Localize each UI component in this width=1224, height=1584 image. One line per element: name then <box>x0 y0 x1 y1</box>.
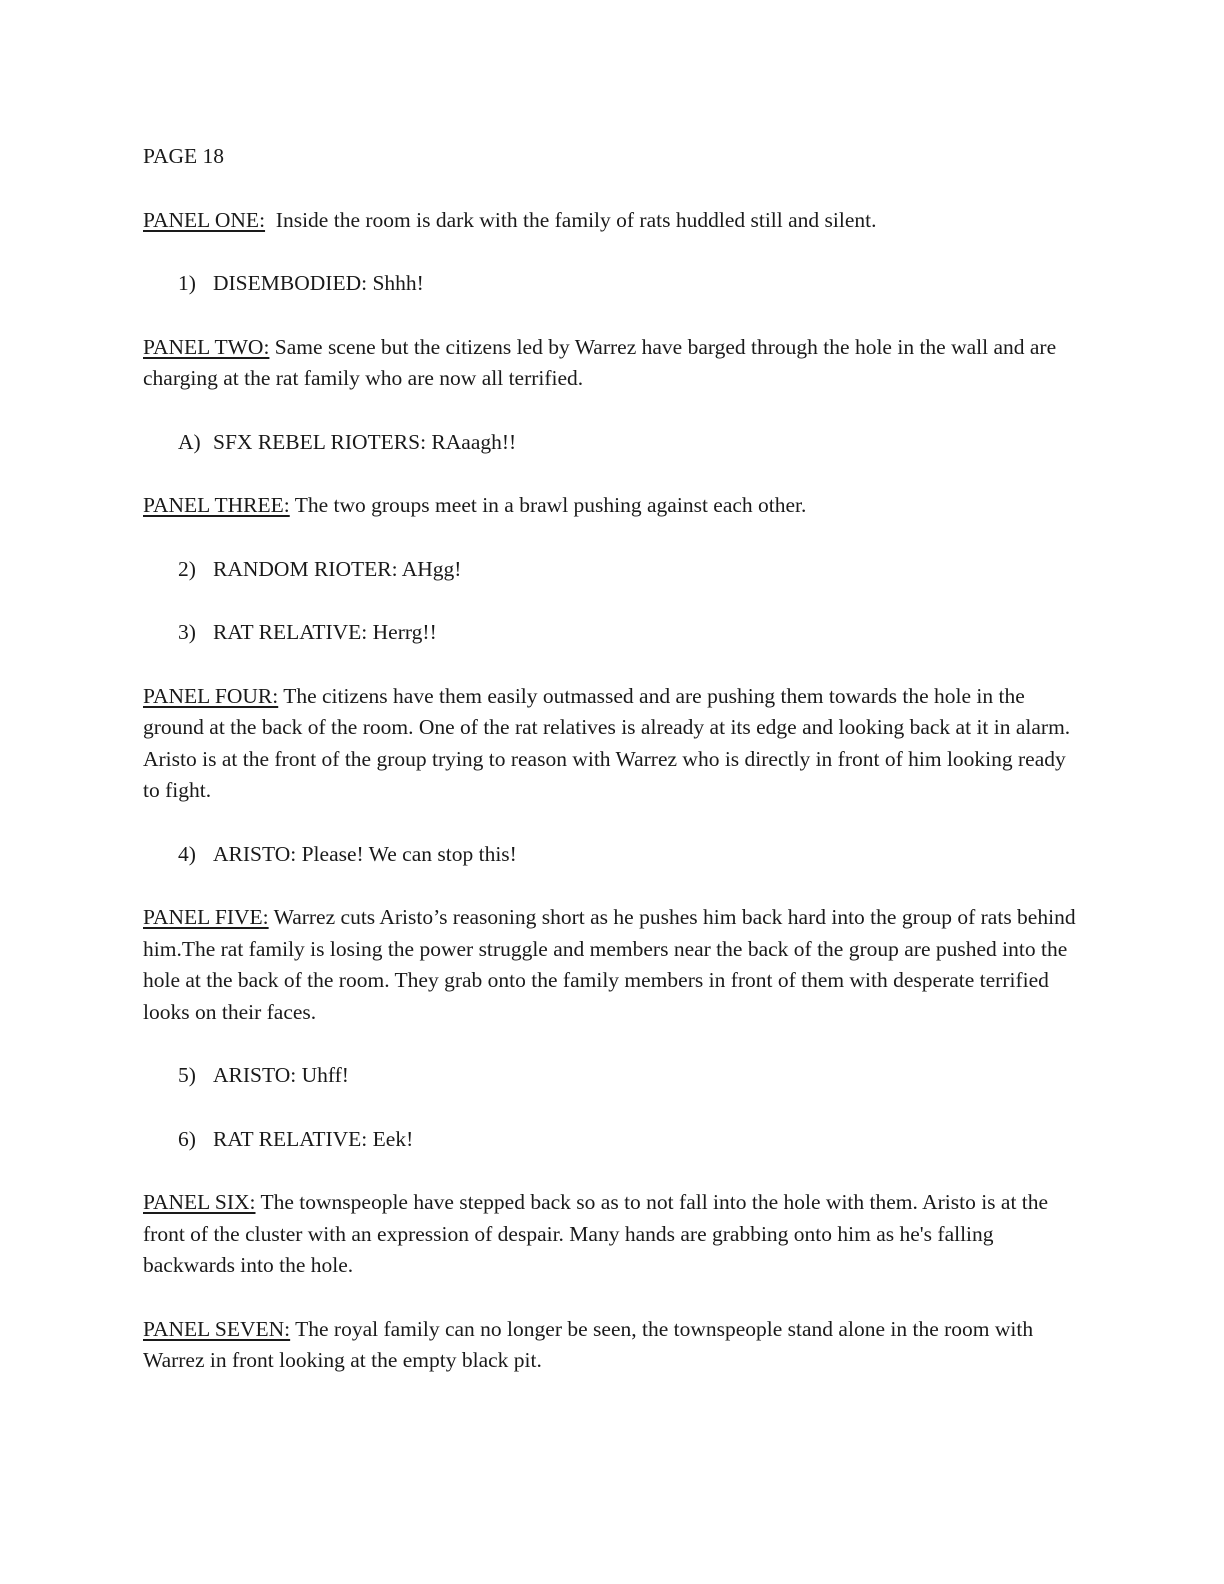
line-number: 6) <box>178 1126 196 1151</box>
panel-label: PANEL FOUR: <box>143 683 279 708</box>
panel-label: PANEL THREE: <box>143 493 290 517</box>
panel-description: Warrez cuts Aristo’s reasoning short as he pushes him back hard into the group of rats behind him.The rat family is losing the power struggle and members near the back of the group are pushed into the hole at the back of the room. They grab onto the family members in front of them with desperate terrified looks on their faces. <box>143 905 1076 1024</box>
panel-five <box>143 902 1078 1028</box>
panel-label: PANEL ONE: <box>143 207 266 232</box>
panel-description: Same scene but the citizens led by Warrez have barged through the hole in the wall and are charging at the rat family who are now all terrified. <box>143 334 1057 390</box>
panel-description: The royal family can no longer be seen, the townspeople stand alone in the room with Warrez in front looking at the empty black pit. <box>143 1316 1034 1372</box>
line-text: RAT RELATIVE: Eek! <box>213 1126 414 1151</box>
line-number: A) <box>178 429 201 454</box>
panel-description: The two groups meet in a brawl pushing against each other. <box>289 493 807 517</box>
panel-label: PANEL FIVE: <box>143 905 269 929</box>
page-number: PAGE 18 <box>143 144 225 168</box>
panel-label: PANEL SEVEN: <box>143 1316 291 1341</box>
panel-three <box>143 490 1078 522</box>
panel-six <box>143 1187 1078 1282</box>
dialogue-line <box>143 554 1078 586</box>
panel-description: The citizens have them easily outmassed and are pushing them towards the hole in the ground at the back of the room. One of the rat relatives is already at its edge and looking back at it in alarm. Aristo is at the front of the group trying to reason with Warrez who is directly in front of him looking ready to fight. <box>143 683 1071 802</box>
line-number: 4) <box>178 841 196 866</box>
line-number: 3) <box>178 620 196 644</box>
line-text: ARISTO: Please! We can stop this! <box>213 841 517 866</box>
line-text: SFX REBEL RIOTERS: RAaagh!! <box>213 429 517 454</box>
panel-label: PANEL TWO: <box>143 334 270 359</box>
panel-description: The townspeople have stepped back so as to not fall into the hole with them. Aristo is at the front of the cluster with an expression of despair. Many hands are grabbing onto him as he's falling backwards into the hole. <box>143 1190 1049 1277</box>
line-number: 1) <box>178 271 196 295</box>
line-text: DISEMBODIED: Shhh! <box>213 271 424 295</box>
dialogue-line <box>143 1124 1078 1156</box>
line-text: RAT RELATIVE: Herrg!! <box>213 620 437 644</box>
line-number: 2) <box>178 556 196 581</box>
panel-one <box>143 205 1078 237</box>
line-text: ARISTO: Uhff! <box>213 1063 349 1087</box>
panel-seven <box>143 1314 1078 1377</box>
panel-label: PANEL SIX: <box>143 1190 256 1214</box>
line-text: RANDOM RIOTER: AHgg! <box>213 556 462 581</box>
panel-description: Inside the room is dark with the family of rats huddled still and silent. <box>265 207 877 232</box>
line-number: 5) <box>178 1063 196 1087</box>
script-page <box>143 141 1078 1409</box>
dialogue-line <box>143 268 1078 300</box>
dialogue-line <box>143 617 1078 649</box>
dialogue-line <box>143 427 1078 459</box>
panel-two <box>143 332 1078 395</box>
dialogue-line <box>143 1060 1078 1092</box>
dialogue-line <box>143 839 1078 871</box>
panel-four <box>143 681 1078 807</box>
